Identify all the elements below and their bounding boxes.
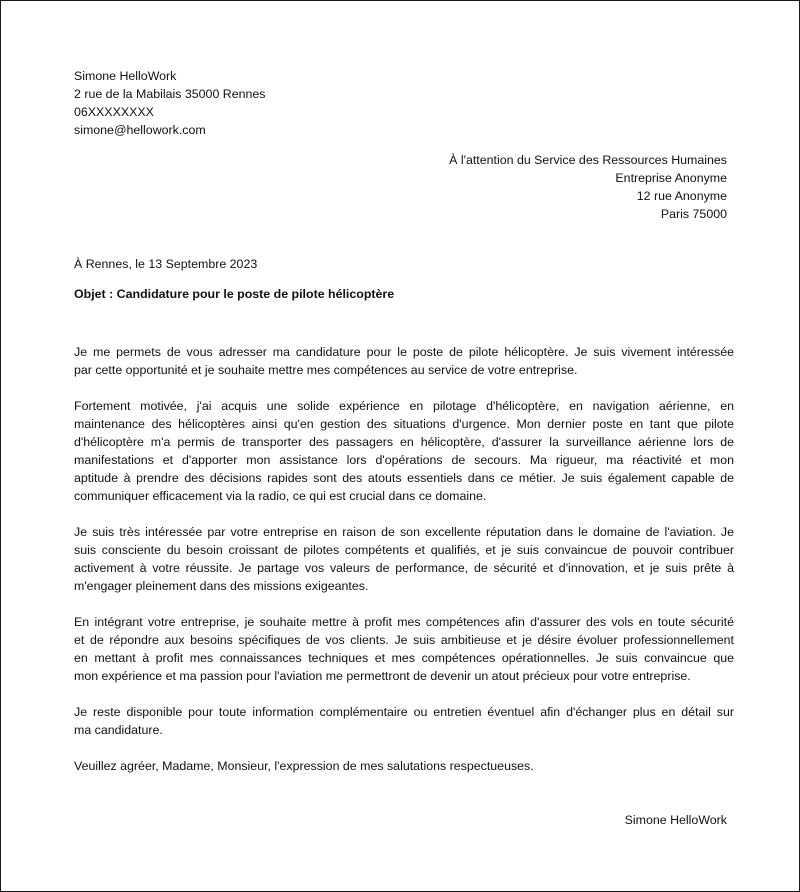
paragraph-line: Je reste disponible pour toute information complémentaire ou entretien éventuel afin d'échanger plus en détail sur: [74, 705, 734, 719]
body-paragraph-5: [74, 703, 734, 739]
recipient-city: Paris 75000: [660, 207, 727, 221]
body-paragraph-1: [74, 343, 734, 379]
paragraph-line: suis consciente du besoin croissant de pilotes compétents et qualifiés, et je suis convaincue de pouvoir contribuer: [74, 543, 734, 557]
paragraph-line: Veuillez agréer, Madame, Monsieur, l'expression de mes salutations respectueuses.: [74, 759, 534, 773]
subject-line: Objet : Candidature pour le poste de pilote hélicoptère: [74, 287, 395, 301]
place-date: À Rennes, le 13 Septembre 2023: [74, 257, 258, 271]
sender-name: Simone HelloWork: [74, 69, 177, 83]
signature: Simone HelloWork: [624, 813, 727, 827]
paragraph-line: en mettant à profit mes connaissances techniques et mes compétences opérationnelles. Je suis convaincue que: [74, 651, 734, 665]
paragraph-line: maintenance des hélicoptères ainsi qu'en gestion des situations d'urgence. Mon dernier poste en tant que pilote: [74, 417, 734, 431]
paragraph-line: d'hélicoptère m'a permis de transporter des passagers en hélicoptère, d'assurer la surveillance aérienne lors de: [74, 435, 734, 449]
sender-email: simone@hellowork.com: [74, 123, 206, 137]
body-paragraph-4: [74, 613, 734, 685]
paragraph-line: par cette opportunité et je souhaite mettre mes compétences au service de votre entreprise.: [74, 363, 578, 377]
paragraph-line: Je suis très intéressée par votre entreprise en raison de son excellente réputation dans le domaine de l'aviation. Je: [74, 525, 734, 539]
paragraph-line: m'engager pleinement dans des missions exigeantes.: [74, 579, 369, 593]
body-paragraph-3: [74, 523, 734, 595]
paragraph-line: Je me permets de vous adresser ma candidature pour le poste de pilote hélicoptère. Je suis vivement intéressée: [74, 345, 734, 359]
paragraph-line: ma candidature.: [74, 723, 163, 737]
paragraph-line: manifestations et d'apporter mon assistance lors d'opérations de secours. Ma rigueur, ma réactivité et mon: [74, 453, 734, 467]
paragraph-line: communiquer efficacement via la radio, ce qui est crucial dans ce domaine.: [74, 489, 487, 503]
paragraph-line: En intégrant votre entreprise, je souhaite mettre à profit mes compétences afin d'assurer des vols en toute sécurité: [74, 615, 734, 629]
paragraph-line: Fortement motivée, j'ai acquis une solide expérience en pilotage d'hélicoptère, en navigation aérienne, en: [74, 399, 734, 413]
sender-phone: 06XXXXXXXX: [74, 105, 154, 119]
closing-paragraph: [74, 757, 734, 775]
body-paragraph-2: [74, 397, 734, 505]
sender-address: 2 rue de la Mabilais 35000 Rennes: [74, 87, 266, 101]
paragraph-line: et de répondre aux besoins spécifiques de vos clients. Je suis ambitieuse et je désire évoluer professionnellement: [74, 633, 734, 647]
paragraph-line: activement à votre réussite. Je partage vos valeurs de performance, de sécurité et d'innovation, et je suis prête à: [74, 561, 734, 575]
paragraph-line: aptitude à prendre des décisions rapides sont des atouts essentiels dans ce métier. Je suis également capable de: [74, 471, 734, 485]
recipient-street: 12 rue Anonyme: [636, 189, 727, 203]
recipient-attention: À l'attention du Service des Ressources Humaines: [449, 153, 727, 167]
recipient-company: Entreprise Anonyme: [615, 171, 727, 185]
paragraph-line: mon expérience et ma passion pour l'aviation me permettront de devenir un atout précieux pour votre entreprise.: [74, 669, 691, 683]
